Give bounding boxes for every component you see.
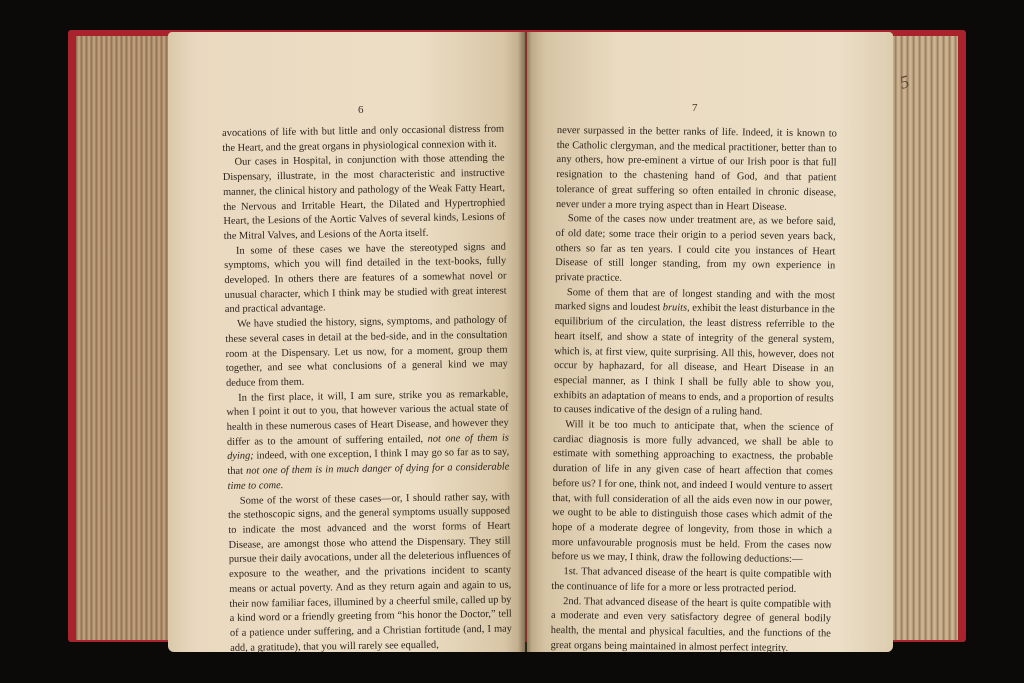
right_page-paragraph <box>551 594 832 656</box>
paragraph-text: Some of the worst of these cases—or, I should rather say, with the stethoscopic signs, and the general symptoms usually supposed to indicate the most advanced and the worst forms of Heart Disease, are amongst those who attend the Dispensary. They still pursue their daily avocations, under all the deleterious influences of exposure to the weather, and the privations incident to scanty means or actual poverty. And as they return again and again to us, their now familiar faces, illumined by a cheerful smile, called up by a kind word or a friendly greeting from “his honor the Doctor,” tell of a patience under suffering, and a Christian fortitude (and, I may add, a gratitude), that you will rarely see equalled, <box>228 491 513 654</box>
italic-text: bruits, <box>662 302 690 315</box>
page-edges-left <box>76 36 176 640</box>
right-page-body <box>551 124 837 657</box>
left_page-paragraph <box>222 152 505 245</box>
paragraph-text: never surpassed in the better ranks of life. Indeed, it is known to the Catholic clergyman, and the medical practitioner, better than to any others, how pre-eminent a virtue of our Irish poor is that full resignation to the chastening hand of God, and that patient tolerance of great suffering so often entailed in chronic disease, never under a more trying aspect than in Heart Disease. <box>555 124 837 213</box>
right_page-paragraph <box>556 124 837 216</box>
right_page-paragraph <box>553 286 835 422</box>
page-edges-right <box>884 36 958 640</box>
book-gutter <box>518 32 532 652</box>
left-page-body <box>222 123 512 657</box>
paragraph-text: Will it be too much to anticipate that, when the science of cardiac diagnosis is more fully advanced, we shall be able to estimate with something approaching to exactness, the probable duration of life in any given case of heart affection that comes before us? I for one, think not, and indeed I would venture to assert that, with full consideration of all the aids even now in our power, we ought to be able to distinguish those cases which admit of the hope of a moderate degree of longevity, from those in which a more unfavourable prognosis must be held. From the cases now before us we may, I think, draw the following deductions:— <box>551 419 834 566</box>
paragraph-text: exhibit the least disturbance in the equilibrium of the circulation, the least distress referrible to the heart itself, and show a state of integrity of the general system, which is, at first view, quite surprising. All this, however, does not occur by haphazard, for all disease, and Heart Disease in an especial manner, as I think I shall be fully able to show you, exhibits an adaptation of means to ends, and a proportion of results to causes indicative of the design of a ruling hand. <box>553 303 835 418</box>
left_page-paragraph <box>225 314 508 392</box>
paragraph-text: Some of them that are of longest standing and with the most marked signs and loudest <box>554 286 835 314</box>
right_page-paragraph <box>551 565 831 598</box>
right-page-number: 7 <box>692 102 698 114</box>
italic-text: not one of them is dying; <box>227 432 510 463</box>
paragraph-text: Some of the cases now under treatment are, as we before said, of old date; some trace their origin to a period seven years back, others so far as ten years. I could cite you instances of Heart Disease of still longer standing, from my own experience in private practice. <box>555 213 836 284</box>
paragraph-text: In some of these cases we have the stereotyped signs and symptoms, which you will find detailed in the text-books, fully developed. In others there are features of a somewhat novel or unusual character, which I think may be studied with great interest and practical advantage. <box>224 241 507 316</box>
paragraph-text: 1st. That advanced disease of the heart is quite compatible with the continuance of life for a more or less protracted period. <box>551 566 832 595</box>
paragraph-text: We have studied the history, signs, symptoms, and pathology of these several cases in detail at the bed-side, and in the consultation room at the Dispensary. Let us now, for a moment, group them together, and see what conclusions of a general kind we may deduce from them. <box>225 314 508 389</box>
left-page-number: 6 <box>358 104 364 116</box>
paragraph-text: indeed, with one exception, I think I may go so far as to say, that <box>227 446 510 478</box>
paragraph-text: Our cases in Hospital, in conjunction with those attending the Dispensary, illustrate, in the most characteristic and instructive manner, the clinical history and pathology of the Weak Fatty Heart, the Nervous and Irritable Heart, the Dilated and Hypertrophied Heart, the Lesions of the Aortic Valves of several kinds, Lesions of the Mitral Valves, and Lesions of the Aorta itself. <box>222 152 506 242</box>
left_page-paragraph <box>228 490 513 656</box>
paragraph-text: avocations of life with but little and only occasional distress from the Heart, and the great organs in physiological connexion with it. <box>222 123 505 154</box>
left_page-paragraph <box>226 387 510 494</box>
right_page-paragraph <box>552 418 834 568</box>
left_page-paragraph <box>222 123 504 157</box>
margin-pencil-note: 5 <box>897 71 912 93</box>
paragraph-text: 2nd. That advanced disease of the heart is quite compatible with a moderate and even very satisfactory degree of general bodily health, the mental and physical faculties, and the functions of the great organs being maintained in almost perfect integrity. <box>550 595 832 654</box>
paragraph-text: In the first place, it will, I am sure, strike you as remarkable, when I point it out to you, that however various the actual state of health in these numerous cases of Heart Disease, and however they differ as to the amount of suffering entailed, <box>226 388 509 448</box>
left_page-paragraph <box>224 240 507 318</box>
right_page-paragraph <box>555 212 836 289</box>
italic-text: not one of them is in much danger of dying for a considerable time to come. <box>227 461 510 492</box>
